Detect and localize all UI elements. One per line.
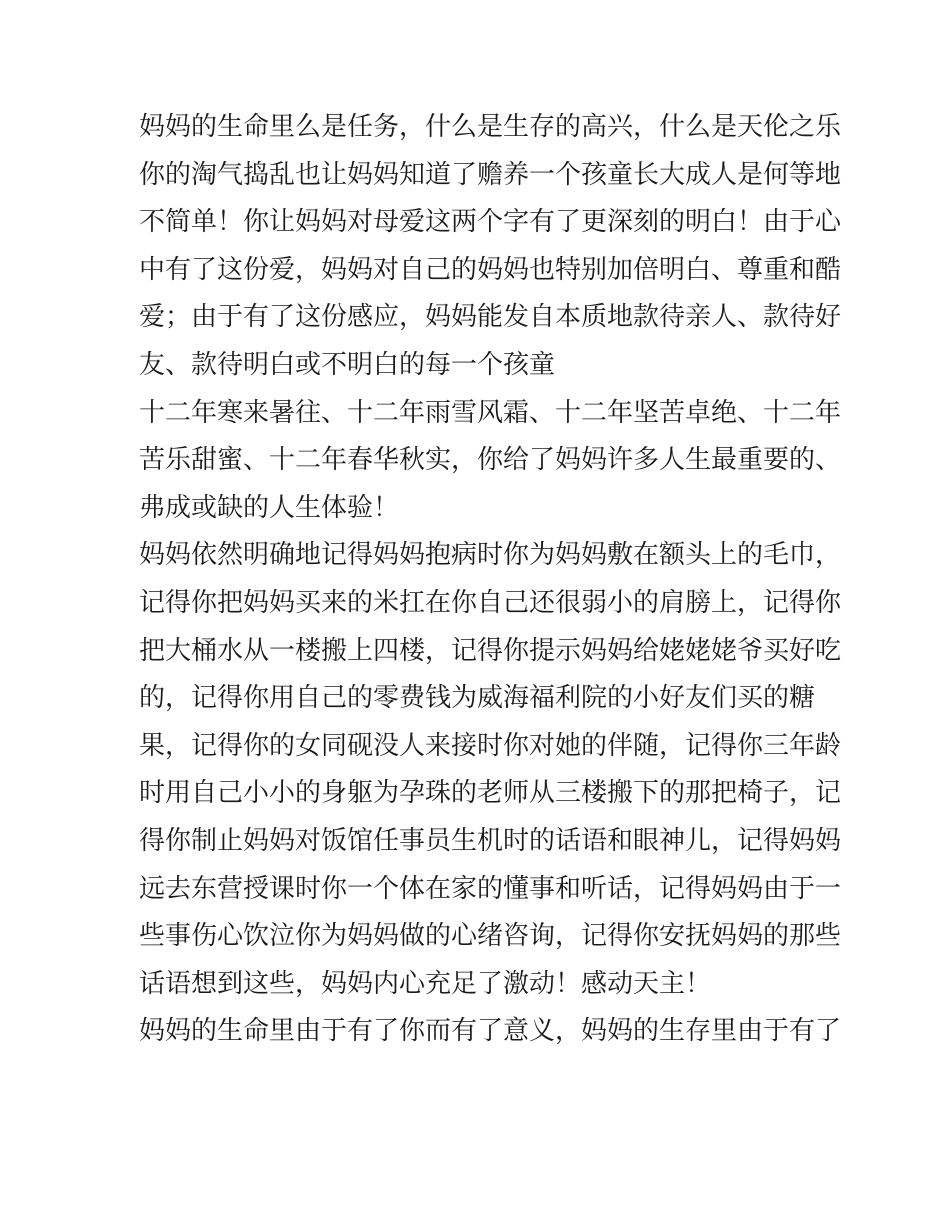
document-body (139, 104, 842, 1056)
text-line: 不简单！你让妈妈对母爱这两个字有了更深刻的明白！由于心 (139, 207, 842, 238)
text-line: 远去东营授课时你一个体在家的懂事和听话，记得妈妈由于一 (139, 873, 842, 904)
text-line: 妈妈的生命里么是任务，什么是生存的高兴，什么是天伦之乐 (139, 112, 842, 142)
text-line: 十二年寒来暑往、十二年雨雪风霜、十二年坚苦卓绝、十二年 (139, 397, 842, 428)
text-line: 苦乐甜蜜、十二年春华秋实，你给了妈妈许多人生最重要的、 (139, 445, 842, 476)
text-line: 的，记得你用自己的零费钱为威海福利院的小好友们买的糖 (139, 683, 816, 714)
text-line: 时用自己小小的身躯为孕珠的老师从三楼搬下的那把椅子，记 (139, 778, 842, 809)
text-line: 友、款待明白或不明白的每一个孩童 (139, 349, 556, 380)
text-line: 弗成或缺的人生体验！ (139, 492, 400, 523)
text-line: 话语想到这些，妈妈内心充足了激动！感动天主！ (139, 968, 712, 999)
text-line: 妈妈依然明确地记得妈妈抱病时你为妈妈敷在额头上的毛巾， (139, 540, 842, 571)
text-line: 你的淘气捣乱也让妈妈知道了赡养一个孩童长大成人是何等地 (139, 159, 842, 190)
text-line: 果，记得你的女同砚没人来接时你对她的伴随，记得你三年龄 (139, 730, 842, 761)
text-line: 得你制止妈妈对饭馆任事员生机时的话语和眼神儿，记得妈妈 (139, 825, 842, 856)
text-line: 爱；由于有了这份感应，妈妈能发自本质地款待亲人、款待好 (139, 302, 842, 333)
text-line: 记得你把妈妈买来的米扛在你自己还很弱小的肩膀上，记得你 (139, 587, 842, 618)
text-line: 些事伤心饮泣你为妈妈做的心绪咨询，记得你安抚妈妈的那些 (139, 921, 842, 952)
text-line: 妈妈的生命里由于有了你而有了意义，妈妈的生存里由于有了 (139, 1016, 842, 1047)
text-line: 中有了这份爱，妈妈对自己的妈妈也特别加倍明白、尊重和酷 (139, 254, 842, 285)
text-line: 把大桶水从一楼搬上四楼，记得你提示妈妈给姥姥姥爷买好吃 (139, 635, 842, 666)
